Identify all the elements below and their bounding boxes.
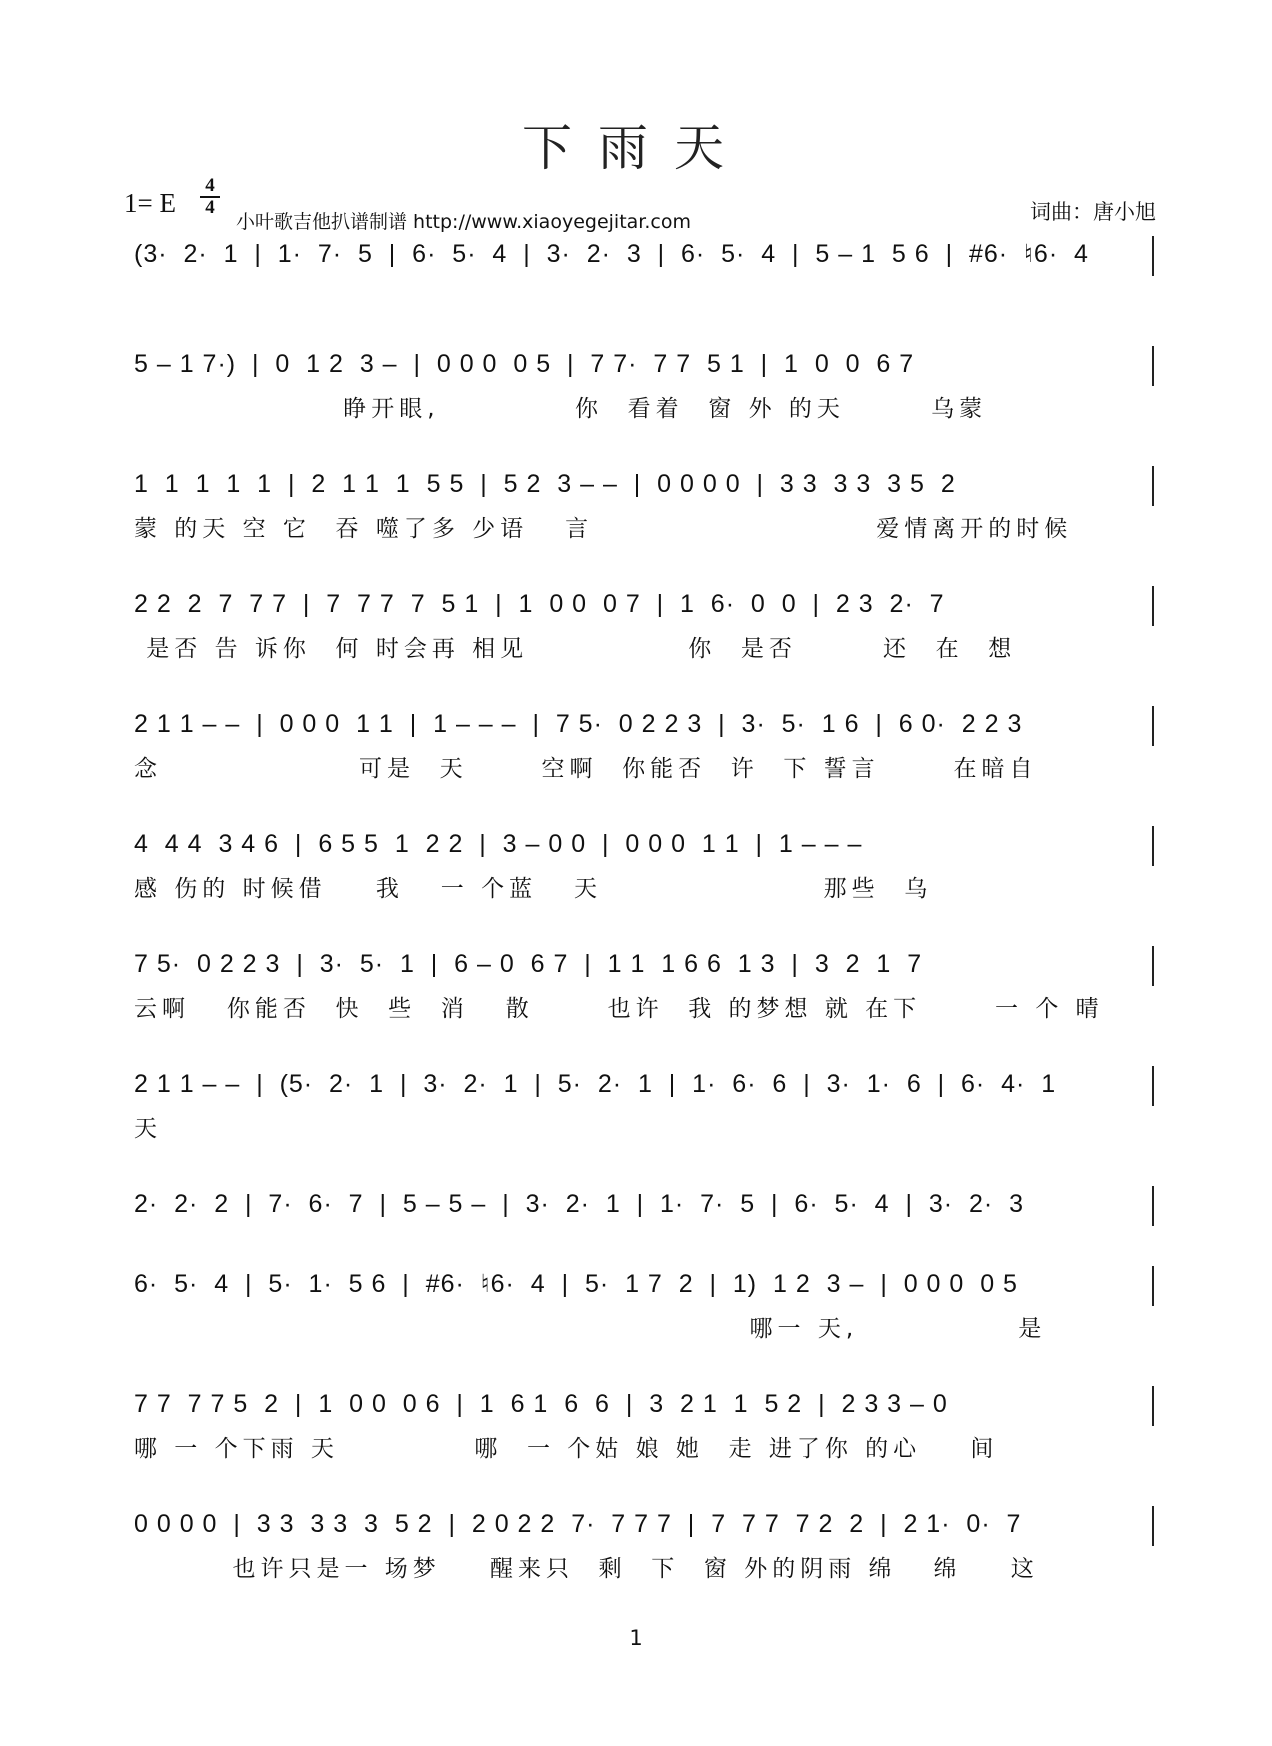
notation-line: 0 0 0 0 | 3 3 3 3 3 5 2 | 2 0 2 2 7· 7 7 7 | 7 7 7 7 2 2 | 2 1· 0· 7 <box>134 1510 1022 1538</box>
notation-line: (3· 2· 1 | 1· 7· 5 | 6· 5· 4 | 3· 2· 3 | 6· 5· 4 | 5 – 1 5 6 | #6· ♮6· 4 <box>134 240 1089 268</box>
row-end-barline <box>1152 236 1154 276</box>
notation-line: 2 1 1 – – | 0 0 0 1 1 | 1 – – – | 7 5· 0 2 2 3 | 3· 5· 1 6 | 6 0· 2 2 3 <box>134 710 1023 738</box>
time-signature-bottom: 4 <box>205 197 215 218</box>
notation-line: 6· 5· 4 | 5· 1· 5 6 | #6· ♮6· 4 | 5· 1 7 2 | 1) 1 2 3 – | 0 0 0 0 5 <box>134 1270 1018 1298</box>
row-end-barline <box>1152 1066 1154 1106</box>
lyric-line <box>134 282 1158 316</box>
lyric-line: 是否 告 诉你 何 时会再 相见 你 是否 还 在 想 <box>134 636 1017 662</box>
time-signature <box>198 176 222 218</box>
lyric-line: 念 可是 天 空啊 你能否 许 下 誓言 在暗自 <box>134 756 1038 782</box>
row-end-barline <box>1152 1266 1154 1306</box>
lyric-line: 哪一 天, 是 <box>134 1316 1047 1342</box>
row-end-barline <box>1152 346 1154 386</box>
notation-line: 2 1 1 – – | (5· 2· 1 | 3· 2· 1 | 5· 2· 1 | 1· 6· 6 | 3· 1· 6 | 6· 4· 1 <box>134 1070 1057 1098</box>
notation-line: 1 1 1 1 1 | 2 1 1 1 5 5 | 5 2 3 – – | 0 0 0 0 | 3 3 3 3 3 5 2 <box>134 470 956 498</box>
notation-line: 4 4 4 3 4 6 | 6 5 5 1 2 2 | 3 – 0 0 | 0 0 0 1 1 | 1 – – – <box>134 830 863 858</box>
notation-line: 2· 2· 2 | 7· 6· 7 | 5 – 5 – | 3· 2· 1 | 1· 7· 5 | 6· 5· 4 | 3· 2· 3 <box>134 1190 1024 1218</box>
song-title: 下雨天 <box>522 119 750 177</box>
lyric-line: 天 <box>134 1116 162 1142</box>
lyric-line <box>134 1232 1158 1266</box>
lyric-line: 云啊 你能否 快 些 消 散 也许 我 的梦想 就 在下 一 个 晴 <box>134 996 1104 1022</box>
key-signature: 1= E <box>124 188 176 218</box>
source-credit: 小叶歌吉他扒谱制谱 http://www.xiaoyegejitar.com <box>236 211 691 233</box>
row-end-barline <box>1152 826 1154 866</box>
row-end-barline <box>1152 1386 1154 1426</box>
notation-line: 7 5· 0 2 2 3 | 3· 5· 1 | 6 – 0 6 7 | 1 1 1 6 6 1 3 | 3 2 1 7 <box>134 950 923 978</box>
row-end-barline <box>1152 586 1154 626</box>
notation-line: 2 2 2 7 7 7 | 7 7 7 7 5 1 | 1 0 0 0 7 | 1 6· 0 0 | 2 3 2· 7 <box>134 590 945 618</box>
row-end-barline <box>1152 1506 1154 1546</box>
lyric-line: 感 伤的 时候借 我 一 个蓝 天 那些 乌 <box>134 876 933 902</box>
lyric-line: 也许只是一 场梦 醒来只 剩 下 窗 外的阴雨 绵 绵 这 <box>134 1556 1039 1582</box>
time-signature-top: 4 <box>205 175 215 196</box>
notation-line: 5 – 1 7·) | 0 1 2 3 – | 0 0 0 0 5 | 7 7· 7 7 5 1 | 1 0 0 6 7 <box>134 350 915 378</box>
lyric-line: 睁开眼, 你 看着 窗 外 的天 乌蒙 <box>134 396 988 422</box>
row-end-barline <box>1152 706 1154 746</box>
row-end-barline <box>1152 946 1154 986</box>
lyric-line: 哪 一 个下雨 天 哪 一 个姑 娘 她 走 进了你 的心 间 <box>134 1436 999 1462</box>
lyric-line: 蒙 的天 空 它 吞 噬了多 少语 言 爱情离开的时候 <box>134 516 1073 542</box>
notation-line: 7 7 7 7 5 2 | 1 0 0 0 6 | 1 6 1 6 6 | 3 2 1 1 5 2 | 2 3 3 – 0 <box>134 1390 948 1418</box>
songwriter-credit: 词曲：唐小旭 <box>1030 200 1156 224</box>
page-number: 1 <box>629 1626 643 1650</box>
row-end-barline <box>1152 1186 1154 1226</box>
row-end-barline <box>1152 466 1154 506</box>
